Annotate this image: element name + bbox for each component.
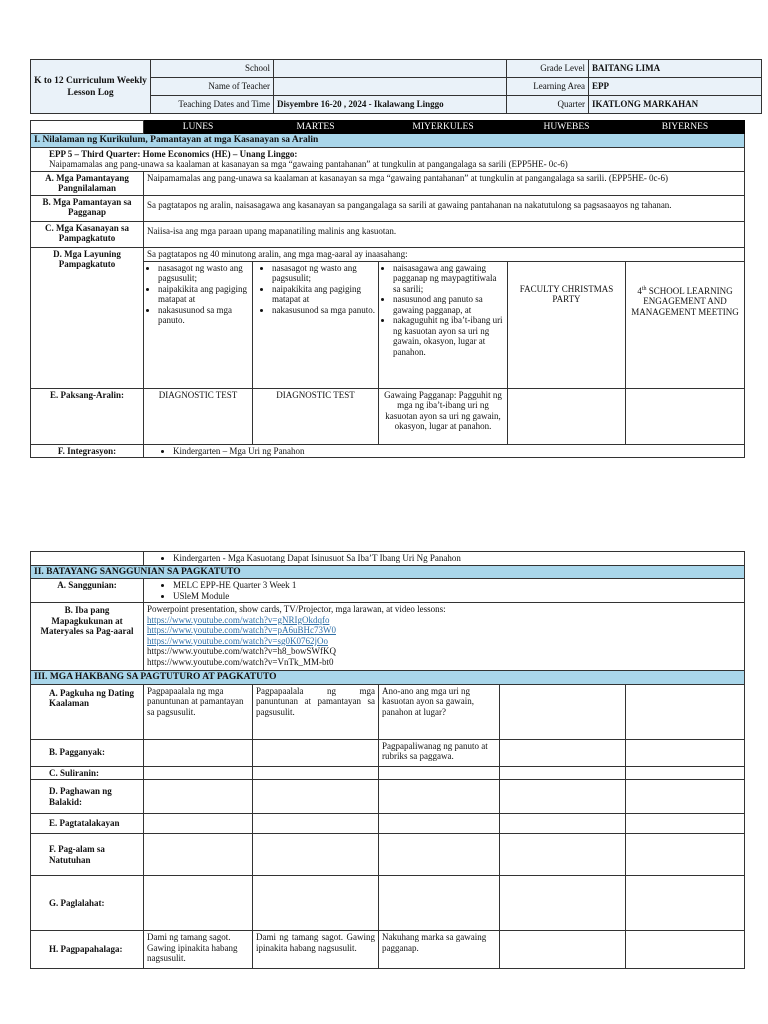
cell <box>379 780 500 814</box>
topic-wednesday: Gawaing Pagganap: Pagguhit ng mga ng iba’t-ibang uri ng kasuotan ayon sa uri ng gawain, okasyon, lugar at panahon. <box>379 388 508 444</box>
cell <box>144 814 253 834</box>
topic-thursday <box>508 388 626 444</box>
day-header: MARTES <box>253 121 379 134</box>
day-header: BIYERNES <box>626 121 745 134</box>
list-item: • nasusunod ang panuto sa gawaing pagganap, at <box>393 294 504 315</box>
row-label: B. Pagganyak: <box>31 739 144 766</box>
topic-monday: DIAGNOSTIC TEST <box>144 388 253 444</box>
cell <box>144 739 253 766</box>
lesson-log-header <box>30 59 762 114</box>
row-label: A. Sanggunian: <box>31 579 144 603</box>
motivation-wednesday: Pagpapaliwanag ng panuto at rubriks sa paggawa. <box>379 739 500 766</box>
cell <box>144 766 253 780</box>
list-item: • Kindergarten – Mga Uri ng Panahon <box>173 446 741 457</box>
cell <box>253 766 379 780</box>
cell <box>144 876 253 931</box>
cell <box>144 780 253 814</box>
quarter-label: Quarter <box>507 96 589 114</box>
content-standard: Naipamamalas ang pang-unawa sa kaalaman at kasanayan sa mga “gawaing pantahanan” at tungkulin at pangangalaga sa sarili. (EPP5HE- 0c-6) <box>144 171 745 195</box>
cell <box>626 739 745 766</box>
epp-description <box>31 147 745 171</box>
row-label: C. Suliranin: <box>31 766 144 780</box>
school-label: School <box>151 60 274 78</box>
quarter-value: IKATLONG MARKAHAN <box>589 96 762 114</box>
list-item: • nakasusunod sa mga panuto. <box>158 305 249 326</box>
cell <box>500 780 626 814</box>
prior-knowledge-thursday <box>500 684 626 739</box>
row-label: E. Paksang-Aralin: <box>31 388 144 444</box>
video-link[interactable]: https://www.youtube.com/watch?v=h8_bowSWfKQ <box>147 646 336 656</box>
references <box>144 579 745 603</box>
list-item: • MELC EPP-HE Quarter 3 Week 1 <box>173 580 741 591</box>
list-item: • USleM Module <box>173 591 741 602</box>
section-heading: III. MGA HAKBANG SA PAGTUTURO AT PAGKATUTO <box>31 671 745 685</box>
cell <box>379 766 500 780</box>
cell <box>626 814 745 834</box>
grade-value: BAITANG LIMA <box>589 60 762 78</box>
epp-line-1: EPP 5 – Third Quarter: Home Economics (HE) – Unang Linggo: <box>49 148 298 159</box>
cell <box>626 931 745 969</box>
day-header: HUWEBES <box>508 121 626 134</box>
section-heading: I. Nilalaman ng Kurikulum, Pamantayan at mga Kasanayan sa Aralin <box>31 134 745 148</box>
list-item: • naipakikita ang pagiging matapat at <box>158 284 249 305</box>
cell <box>500 814 626 834</box>
list-item: • nasasagot ng wasto ang pagsusulit; <box>158 263 249 284</box>
cell <box>626 876 745 931</box>
doc-title: K to 12 Curriculum Weekly Lesson Log <box>31 60 151 114</box>
integration-item <box>144 444 745 458</box>
valuing-wednesday: Nakuhang marka sa gawaing pagganap. <box>379 931 500 969</box>
cell <box>144 834 253 876</box>
cell <box>626 834 745 876</box>
prior-knowledge-friday <box>626 684 745 739</box>
teacher-label: Name of Teacher <box>151 78 274 96</box>
list-item: • nakaguguhit ng iba’t-ibang uri ng kasuotan ayon sa uri ng gawain, okasyon, lugar at panahon. <box>393 315 504 357</box>
epp-line-2: Naipamamalas ang pang-unawa sa kaalaman at kasanayan sa mga “gawaing pantahanan” at tungkulin at pangangalaga sa sarili (EPP5HE- 0c-6) <box>49 159 568 169</box>
objectives-intro: Sa pagtatapos ng 40 minutong aralin, ang mga mag-aaral ay inaasahang: <box>144 247 745 261</box>
video-link[interactable]: https://www.youtube.com/watch?v=pA6uBHc73W0 <box>147 625 336 635</box>
topic-tuesday: DIAGNOSTIC TEST <box>253 388 379 444</box>
cell <box>500 739 626 766</box>
area-label: Learning Area <box>507 78 589 96</box>
cell <box>253 814 379 834</box>
integration-item <box>144 552 745 566</box>
area-value: EPP <box>589 78 762 96</box>
row-label: C. Mga Kasanayan sa Pampagkatuto <box>31 221 144 247</box>
cell <box>253 876 379 931</box>
grade-label: Grade Level <box>507 60 589 78</box>
row-label: A. Mga Pamantayang Pangnilalaman <box>31 171 144 195</box>
valuing-monday: Dami ng tamang sagot. Gawing ipinakita habang nagsusulit. <box>144 931 253 969</box>
list-item: • nasasagot ng wasto ang pagsusulit; <box>272 263 375 284</box>
days-corner <box>31 121 144 134</box>
school-field <box>274 60 507 78</box>
video-link[interactable]: https://www.youtube.com/watch?v=sg0K0762jOo <box>147 635 328 646</box>
row-label: D. Paghawan ng Balakid: <box>31 780 144 814</box>
row-label: H. Pagpapahalaga: <box>31 931 144 969</box>
row-label: B. Mga Pamantayan sa Pagganap <box>31 195 144 221</box>
valuing-tuesday: Dami ng tamang sagot. Gawing ipinakita habang nagsusulit. <box>253 931 379 969</box>
cell <box>626 766 745 780</box>
row-label: D. Mga Layuning Pampagkatuto <box>31 247 144 388</box>
cell <box>379 876 500 931</box>
dates-label: Teaching Dates and Time <box>151 96 274 114</box>
cell <box>379 814 500 834</box>
day-header: MIYERKULES <box>379 121 508 134</box>
list-item: • nakasusunod sa mga panuto. <box>272 305 375 316</box>
performance-standard: Sa pagtatapos ng aralin, naisasagawa ang kasanayan sa pangangalaga sa sarili at gawaing pantahanan na nakatutulong sa pagsasaayos ng tahanan. <box>144 195 745 221</box>
dates-value: Disyembre 16-20 , 2024 - Ikalawang Linggo <box>274 96 507 114</box>
cell <box>500 834 626 876</box>
objectives-thursday: FACULTY CHRISTMAS PARTY <box>508 261 626 388</box>
topic-friday <box>626 388 745 444</box>
materials <box>144 603 745 671</box>
objectives-friday: 4th SCHOOL LEARNING ENGAGEMENT AND MANAGEMENT MEETING <box>626 261 745 388</box>
materials-intro: Powerpoint presentation, show cards, TV/Projector, mga larawan, at video lessons: <box>147 604 446 614</box>
row-label: A. Pagkuha ng Dating Kaalaman <box>31 684 144 739</box>
row-label: F. Pag-alam sa Natutuhan <box>31 834 144 876</box>
video-link[interactable]: https://www.youtube.com/watch?v=VnTk_MM-bt0 <box>147 656 334 667</box>
row-label: B. Iba pang Mapagkukunan at Materyales sa Pag-aaral <box>31 603 144 671</box>
list-item: • naipakikita ang pagiging matapat at <box>272 284 375 305</box>
cell <box>379 834 500 876</box>
lesson-table-page2 <box>30 551 745 969</box>
integration-label-cont <box>31 552 144 566</box>
lesson-table-page1 <box>30 120 745 458</box>
objectives-monday <box>144 261 253 388</box>
cell <box>253 834 379 876</box>
objectives-tuesday <box>253 261 379 388</box>
learning-competency: Naiisa-isa ang mga paraan upang mapanatiling malinis ang kasuotan. <box>144 221 745 247</box>
cell <box>500 931 626 969</box>
day-header: LUNES <box>144 121 253 134</box>
cell <box>253 780 379 814</box>
cell <box>626 780 745 814</box>
cell <box>500 876 626 931</box>
prior-knowledge-tuesday: Pagpapaalala ng mga panuntunan at pamantayan sa pagsusulit. <box>253 684 379 739</box>
section-heading: II. BATAYANG SANGGUNIAN SA PAGKATUTO <box>31 565 745 579</box>
cell <box>253 739 379 766</box>
row-label: F. Integrasyon: <box>31 444 144 458</box>
teacher-field <box>274 78 507 96</box>
cell <box>500 766 626 780</box>
list-item: • naisasagawa ang gawaing pagganap ng maypagtitiwala sa sarili; <box>393 263 504 295</box>
row-label: E. Pagtatalakayan <box>31 814 144 834</box>
list-item: • Kindergarten - Mga Kasuotang Dapat Isinusuot Sa Iba’T Ibang Uri Ng Panahon <box>173 553 741 564</box>
objectives-wednesday <box>379 261 508 388</box>
video-link[interactable]: https://www.youtube.com/watch?v=gNRIgOkdqfo <box>147 614 330 625</box>
row-label: G. Paglalahat: <box>31 876 144 931</box>
prior-knowledge-wednesday: Ano-ano ang mga uri ng kasuotan ayon sa gawain, panahon at lugar? <box>379 684 500 739</box>
prior-knowledge-monday: Pagpapaalala ng mga panuntunan at pamantayan sa pagsusulit. <box>144 684 253 739</box>
